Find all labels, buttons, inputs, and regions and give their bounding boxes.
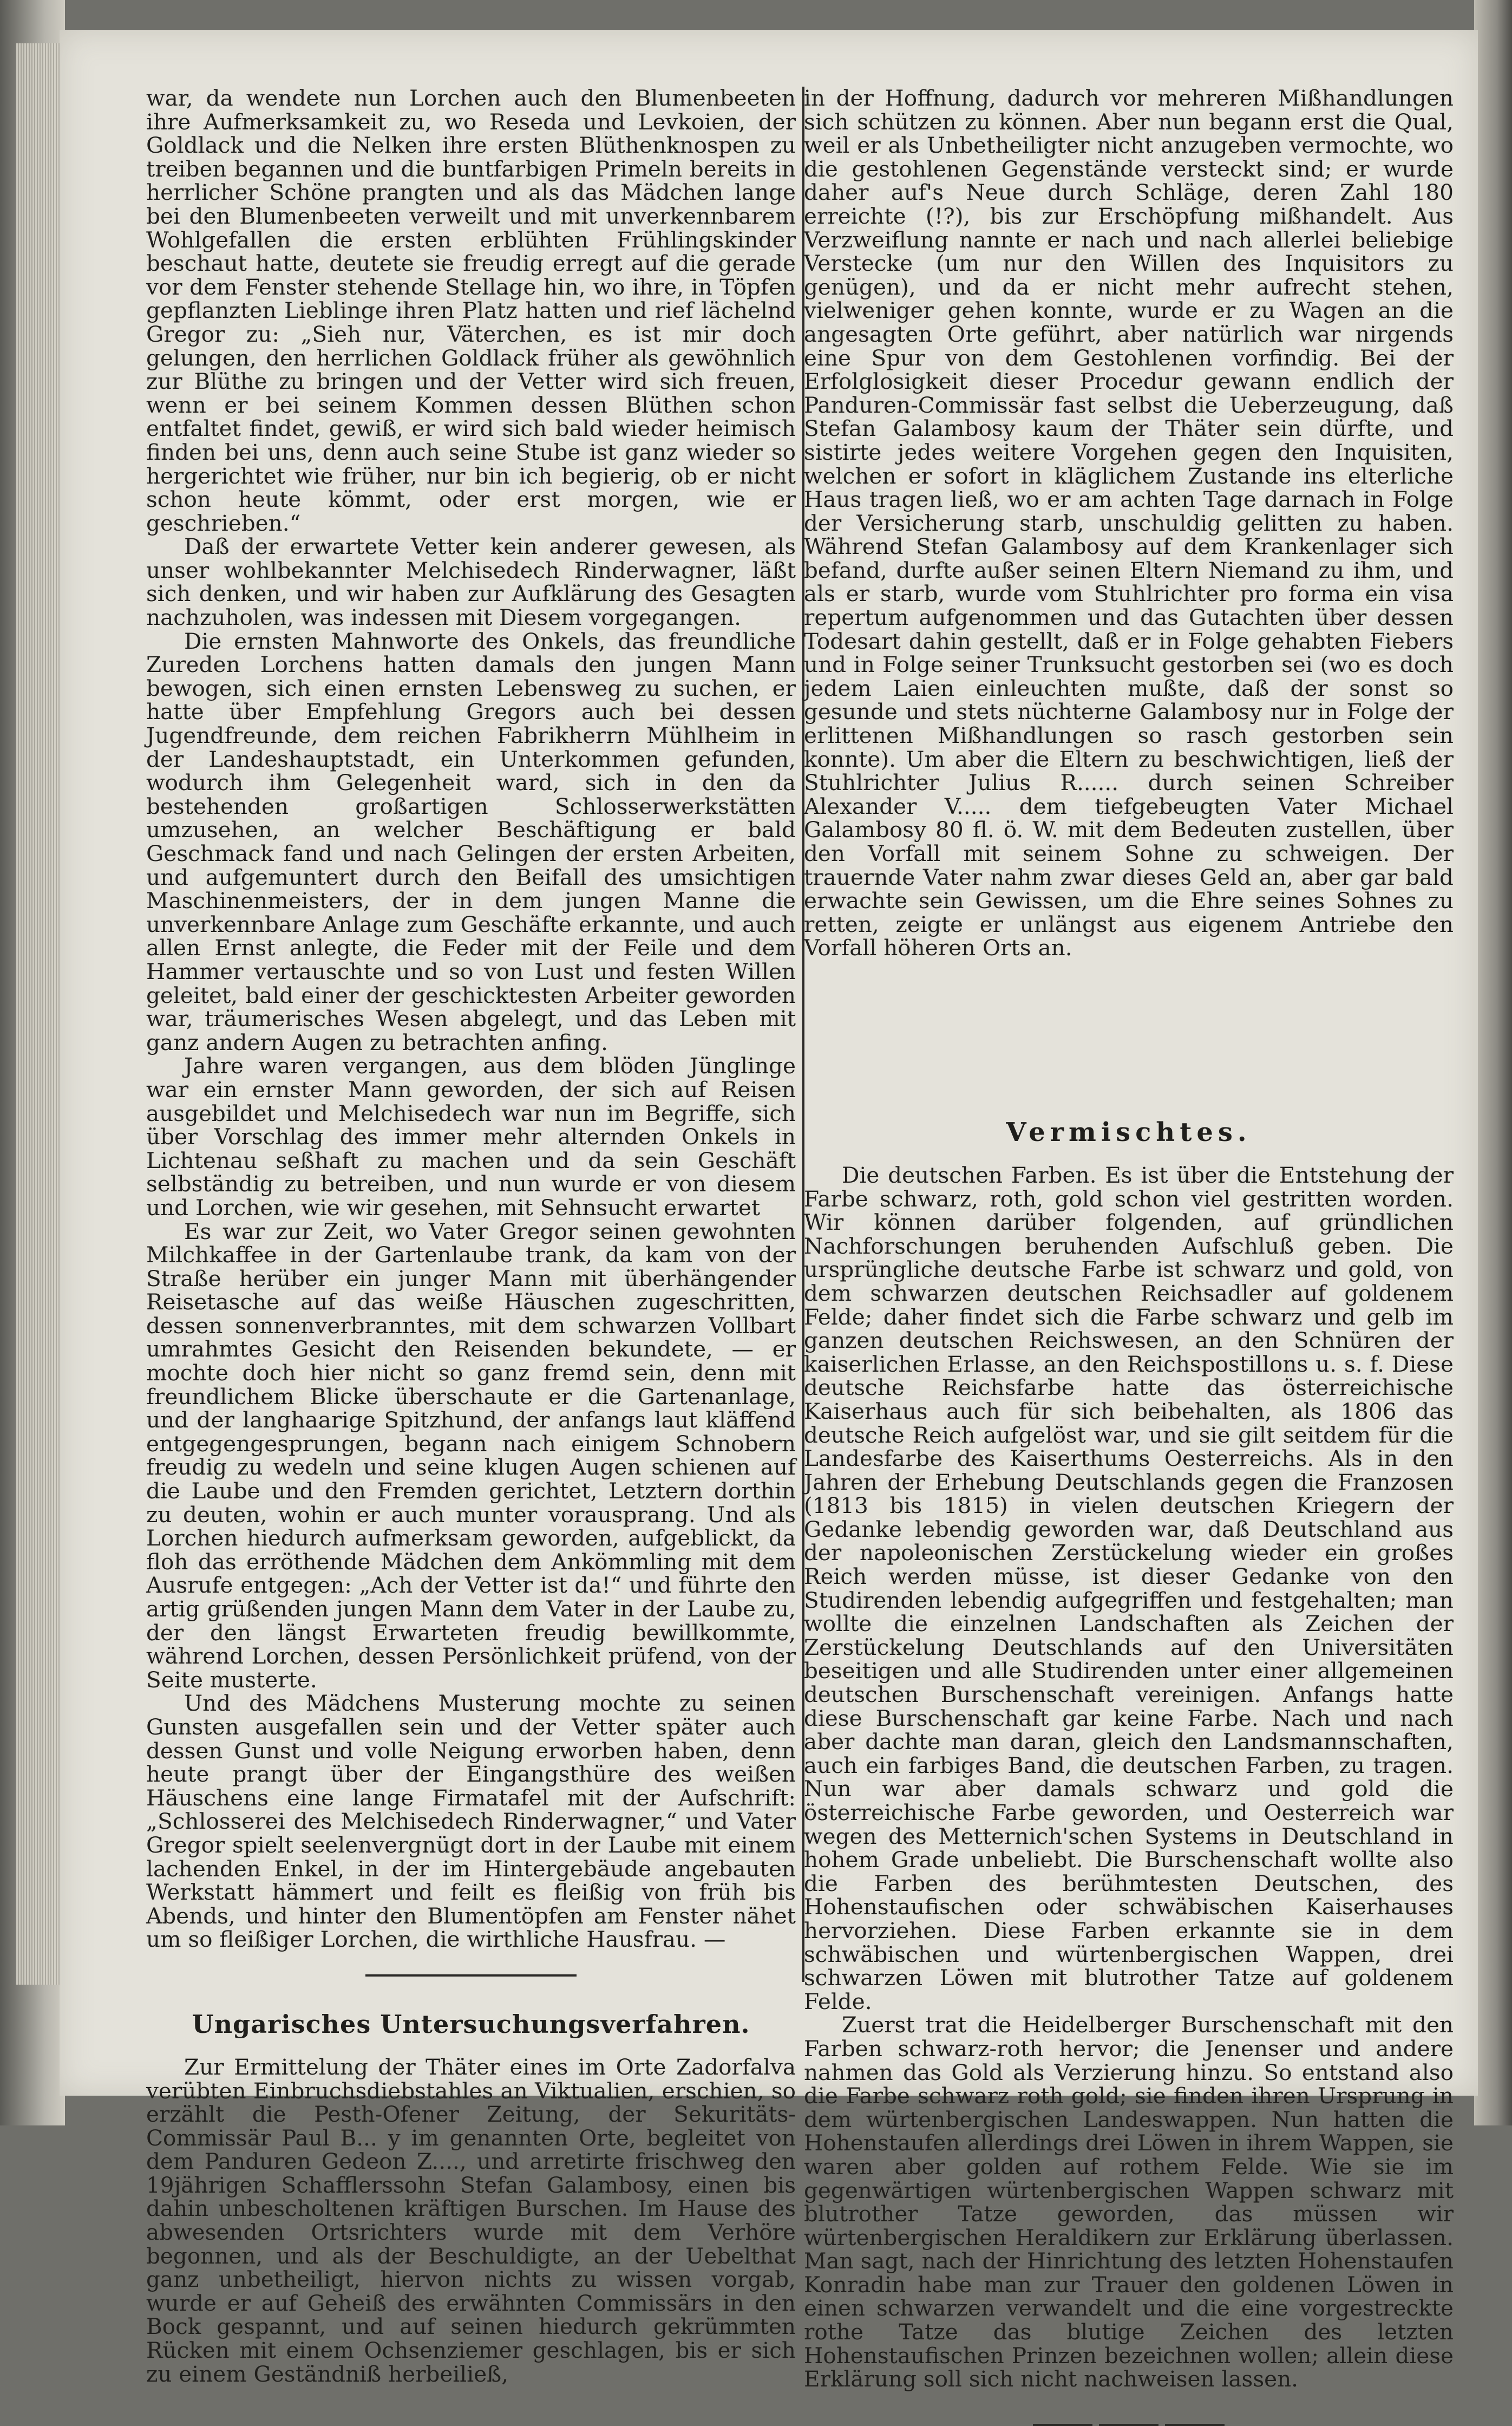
- right-column: [804, 87, 1454, 2426]
- page-stack-edge: [0, 0, 65, 2125]
- paragraph: Die ernsten Mahnworte des Onkels, das freundliche Zureden Lorchens hatten damals den jungen Mann bewogen, sich einen ernsten Lebensweg zu suchen, er hatte über Empfehlung Gregors auch bei dessen Jugendfreunde, dem reichen Fabrikherrn Mühlheim in der Landeshauptstadt, ein Unterkommen gefunden, wodurch ihm Gelegenheit ward, sich in den da bestehenden großartigen Schlosserwerkstätten umzusehen, an welcher Beschäftigung er bald Geschmack fand und nach Gelingen der ersten Arbeiten, und aufgemuntert durch den Beifall des umsichtigen Maschinenmeisters, der in dem jungen Manne die unverkennbare Anlage zum Geschäfte erkannte, und auch allen Ernst anlegte, die Feder mit der Feile und dem Hammer vertauschte und so von Lust und festen Willen geleitet, bald einer der geschicktesten Arbeiter geworden war, träumerisches Wesen abgelegt, und das Leben mit ganz andern Augen zu betrachten anfing.: [146, 628, 796, 1055]
- paragraph: Zuerst trat die Heidelberger Burschenschaft mit den Farben schwarz-roth hervor; die Jenenser und andere nahmen das Gold als Verzierung hinzu. So entstand also die Farbe schwarz roth gold; sie finden ihren Ursprung in dem würtenbergischen Landeswappen. Nun hatten die Hohenstaufen allerdings drei Löwen in ihrem Wappen, sie waren aber golden auf rothem Felde. Wie sie im gegenwärtigen würtenbergischen Wappen schwarz mit blutrother Tatze geworden, das müssen wir würtenbergischen Heraldikern zur Erklärung überlassen. Man sagt, nach der Hinrichtung des letzten Hohenstaufen Konradin habe man zur Trauer den goldenen Löwen in einen schwarzen verwandelt und die eine vorgestreckte rothe Tatze das blutige Zeichen des letzten Hohenstaufischen Prinzen bezeichnen wollen; allein diese Erklärung soll sich nicht nachweisen lassen.: [804, 2012, 1454, 2392]
- paragraph: Und des Mädchens Musterung mochte zu seinen Gunsten ausgefallen sein und der Vetter später auch dessen Gunst und volle Neigung erworben haben, denn heute prangt über der Eingangsthüre des weißen Häuschens eine lange Firmatafel mit der Aufschrift: „Schlosserei des Melchisedech Rinderwagner,“ und Vater Gregor spielt seelenvergnügt dort in der Laube mit einem lachenden Enkel, in der im Hintergebäude angebauten Werkstatt hämmert und feilt es fleißig von früh bis Abends, und hinter den Blumentöpfen am Fenster nähet um so fleißiger Lorchen, die wirthliche Hausfrau. —: [146, 1690, 796, 1953]
- section-heading: Vermischtes.: [1006, 1117, 1252, 1147]
- paragraph: Es war zur Zeit, wo Vater Gregor seinen gewohnten Milchkaffee in der Gartenlaube trank, da kam von der Straße herüber ein junger Mann mit überhängender Reisetasche auf das weiße Häuschen zugeschritten, dessen sonnenverbranntes, mit dem schwarzen Vollbart umrahmtes Gesicht den Reisenden bekundete, — er mochte doch hier nicht so ganz fremd sein, denn mit freundlichem Blicke überschaute er die Gartenanlage, und der langhaarige Spitzhund, der anfangs laut kläffend entgegengesprungen, begann nach einigem Schnobern freudig zu wedeln und seine klugen Augen schienen auf die Laube und den Fremden gerichtet, Letztern dorthin zu deuten, wohin er auch munter vorausprang. Und als Lorchen hiedurch aufmerksam geworden, aufgeblickt, da floh das erröthende Mädchen dem Ankömmling mit dem Ausrufe entgegen: „Ach der Vetter ist da!“ und führte den artig grüßenden jungen Mann dem Vater in der Laube zu, der den längst Erwarteten freudig bewillkommte, während Lorchen, dessen Persönlichkeit prüfend, von der Seite musterte.: [146, 1218, 796, 1693]
- page-stack: [16, 43, 60, 1985]
- left-column: [146, 87, 796, 2386]
- end-divider: [804, 2424, 1454, 2426]
- paragraph: war, da wendete nun Lorchen auch den Blumenbeeten ihre Aufmerksamkeit zu, wo Reseda und Levkoien, der Goldlack und die Nelken ihre ersten Blüthenknospen zu treiben begannen und die buntfarbigen Primeln bereits in herrlicher Schöne prangten und als das Mädchen lange bei den Blumenbeeten verweilt und mit unverkennbarem Wohlgefallen die ersten erblühten Frühlingskinder beschaut hatte, deutete sie freudig erregt auf die gerade vor dem Fenster stehende Stellage hin, wo ihre, in Töpfen gepflanzten Lieblinge ihren Platz hatten und rief lächelnd Gregor zu: „Sieh nur, Väterchen, es ist mir doch gelungen, den herrlichen Goldlack früher als gewöhnlich zur Blüthe zu bringen und der Vetter wird sich freuen, wenn er bei seinem Kommen dessen Blüthen schon entfaltet findet, gewiß, er wird sich bald wieder heimisch finden bei uns, denn auch seine Stube ist ganz wieder so hergerichtet wie früher, nur bin ich begierig, ob er nicht schon heute kömmt, oder erst morgen, wie er geschrieben.“: [146, 85, 796, 536]
- paragraph: Daß der erwartete Vetter kein anderer gewesen, als unser wohlbekannter Melchisedech Rinderwagner, läßt sich denken, und wir haben zur Aufklärung des Gesagten nachzuholen, was indessen mit Diesem vorgegangen.: [146, 533, 796, 631]
- paragraph: in der Hoffnung, dadurch vor mehreren Mißhandlungen sich schützen zu können. Aber nun begann erst die Qual, weil er als Unbetheiligter nicht anzugeben vermochte, wo die gestohlenen Gegenstände versteckt sind; er wurde daher auf's Neue durch Schläge, deren Zahl 180 erreichte (!?), bis zur Erschöpfung mißhandelt. Aus Verzweiflung nannte er nach und nach allerlei beliebige Verstecke (um nur den Willen des Inquisitors zu genügen), und da er nicht mehr aufrecht stehen, vielweniger gehen konnte, wurde er zu Wagen an die angesagten Orte geführt, aber natürlich war nirgends eine Spur von dem Gestohlenen vorfindig. Bei der Erfolglosigkeit dieser Procedur gewann endlich der Panduren-Commissär fast selbst die Ueberzeugung, daß Stefan Galambosy kaum der Thäter sein dürfte, und sistirte jedes weitere Vorgehen gegen den Inquisiten, welchen er sofort in kläglichem Zustande ins elterliche Haus tragen ließ, wo er am achten Tage darnach in Folge der Versicherung starb, unschuldig gelitten zu haben. Während Stefan Galambosy auf dem Krankenlager sich befand, durfte außer seinen Eltern Niemand zu ihm, und als er starb, wurde vom Stuhlrichter pro forma ein visa repertum aufgenommen und das Gutachten über dessen Todesart dahin gestellt, daß er in Folge gehabten Fiebers und in Folge seiner Trunksucht gestorben sei (wo es doch jedem Laien einleuchten mußte, daß der sonst so gesunde und stets nüchterne Galambosy nur in Folge der erlittenen Mißhandlungen so rasch gestorben sein konnte). Um aber die Eltern zu beschwichtigen, ließ der Stuhlrichter Julius R...... durch seinen Schreiber Alexander V..... dem tiefgebeugten Vater Michael Galambosy 80 fl. ö. W. mit dem Bedeuten zustellen, über den Vorfall mit seinem Sohne zu schweigen. Der trauernde Vater nahm zwar dieses Geld an, aber gar bald erwachte sein Gewissen, um die Ehre seines Sohnes zu retten, zeigte er unlängst aus eigenem Antriebe den Vorfall höheren Orts an.: [804, 85, 1454, 961]
- binding-edge: [1474, 0, 1512, 2125]
- paragraph: Jahre waren vergangen, aus dem blöden Jünglinge war ein ernster Mann geworden, der sich auf Reisen ausgebildet und Melchisedech war nun im Begriffe, sich über Vorschlag des immer mehr alternden Onkels in Lichtenau seßhaft zu machen und da sein Geschäft selbständig zu betreiben, und nun wurde er von diesem und Lorchen, wie wir gesehen, mit Sehnsucht erwartet: [146, 1053, 796, 1221]
- newspaper-page: [60, 30, 1478, 2392]
- section-divider: [365, 1974, 577, 1977]
- paragraph: Die deutschen Farben. Es ist über die Entstehung der Farbe schwarz, roth, gold schon viel gestritten worden. Wir können darüber folgenden, auf gründlichen Nachforschungen beruhenden Aufschluß geben. Die ursprüngliche deutsche Farbe ist schwarz und gold, von dem schwarzen deutschen Reichsadler auf goldenem Felde; daher findet sich die Farbe schwarz und gelb im ganzen deutschen Reichswesen, an den Schnüren der kaiserlichen Erlasse, an den Reichspostillons u. s. f. Diese deutsche Reichsfarbe hatte das österreichische Kaiserhaus auch für sich beibehalten, als 1806 das deutsche Reich aufgelöst war, und sie gilt seitdem für die Landesfarbe des Kaiserthums Oesterreichs. Als in den Jahren der Erhebung Deutschlands gegen die Franzosen (1813 bis 1815) in vielen deutschen Kriegern der Gedanke lebendig geworden war, daß Deutschland aus der napoleonischen Zerstückelung wieder ein großes Reich werden müsse, ist dieser Gedanke von den Studirenden lebendig aufgegriffen und festgehalten; man wollte die einzelnen Landschaften als Zeichen der Zerstückelung Deutschlands auf den Universitäten beseitigen und alle Studirenden unter einer allgemeinen deutschen Burschenschaft vereinigen. Anfangs hatte diese Burschenschaft gar keine Farbe. Nach und nach aber dachte man daran, gleich den Landsmannschaften, auch ein farbiges Band, die deutschen Farben, zu tragen. Nun war aber damals schwarz und gold die österreichische Farbe geworden, und Oesterreich war wegen des Metternich'schen Systems in Deutschland in hohem Grade unbeliebt. Die Burschenschaft wollte also die Farben des berühmtesten Deutschen, des Hohenstaufischen oder schwäbischen Kaiserhauses hervorziehen. Diese Farben erkannte sie in dem schwäbischen und würtenbergischen Wappen, drei schwarzen Löwen mit blutrother Tatze auf goldenem Felde.: [804, 1162, 1454, 2014]
- blank-space: [804, 960, 1454, 1117]
- paragraph: Zur Ermittelung der Thäter eines im Orte Zadorfalva verübten Einbruchsdiebstahles an Viktualien, erschien, so erzählt die Pesth-Ofener Zeitung, der Sekuritäts-Commissär Paul B... y im genannten Orte, begleitet von dem Panduren Gedeon Z...., und arretirte frischweg den 19jährigen Schafflerssohn Stefan Galambosy, einen bis dahin unbescholtenen kräftigen Burschen. Im Hause des abwesenden Ortsrichters wurde mit dem Verhöre begonnen, und als der Beschuldigte, an der Uebelthat ganz unbetheiligt, hiervon nichts zu wissen vorgab, wurde er auf Geheiß des erwähnten Commissärs in den Bock gespannt, und auf seinen hiedurch gekrümmten Rücken mit einem Ochsenziemer geschlagen, bis er sich zu einem Geständniß herbeiließ,: [146, 2053, 796, 2387]
- article-heading: Ungarisches Untersuchungsverfahren.: [192, 2009, 750, 2039]
